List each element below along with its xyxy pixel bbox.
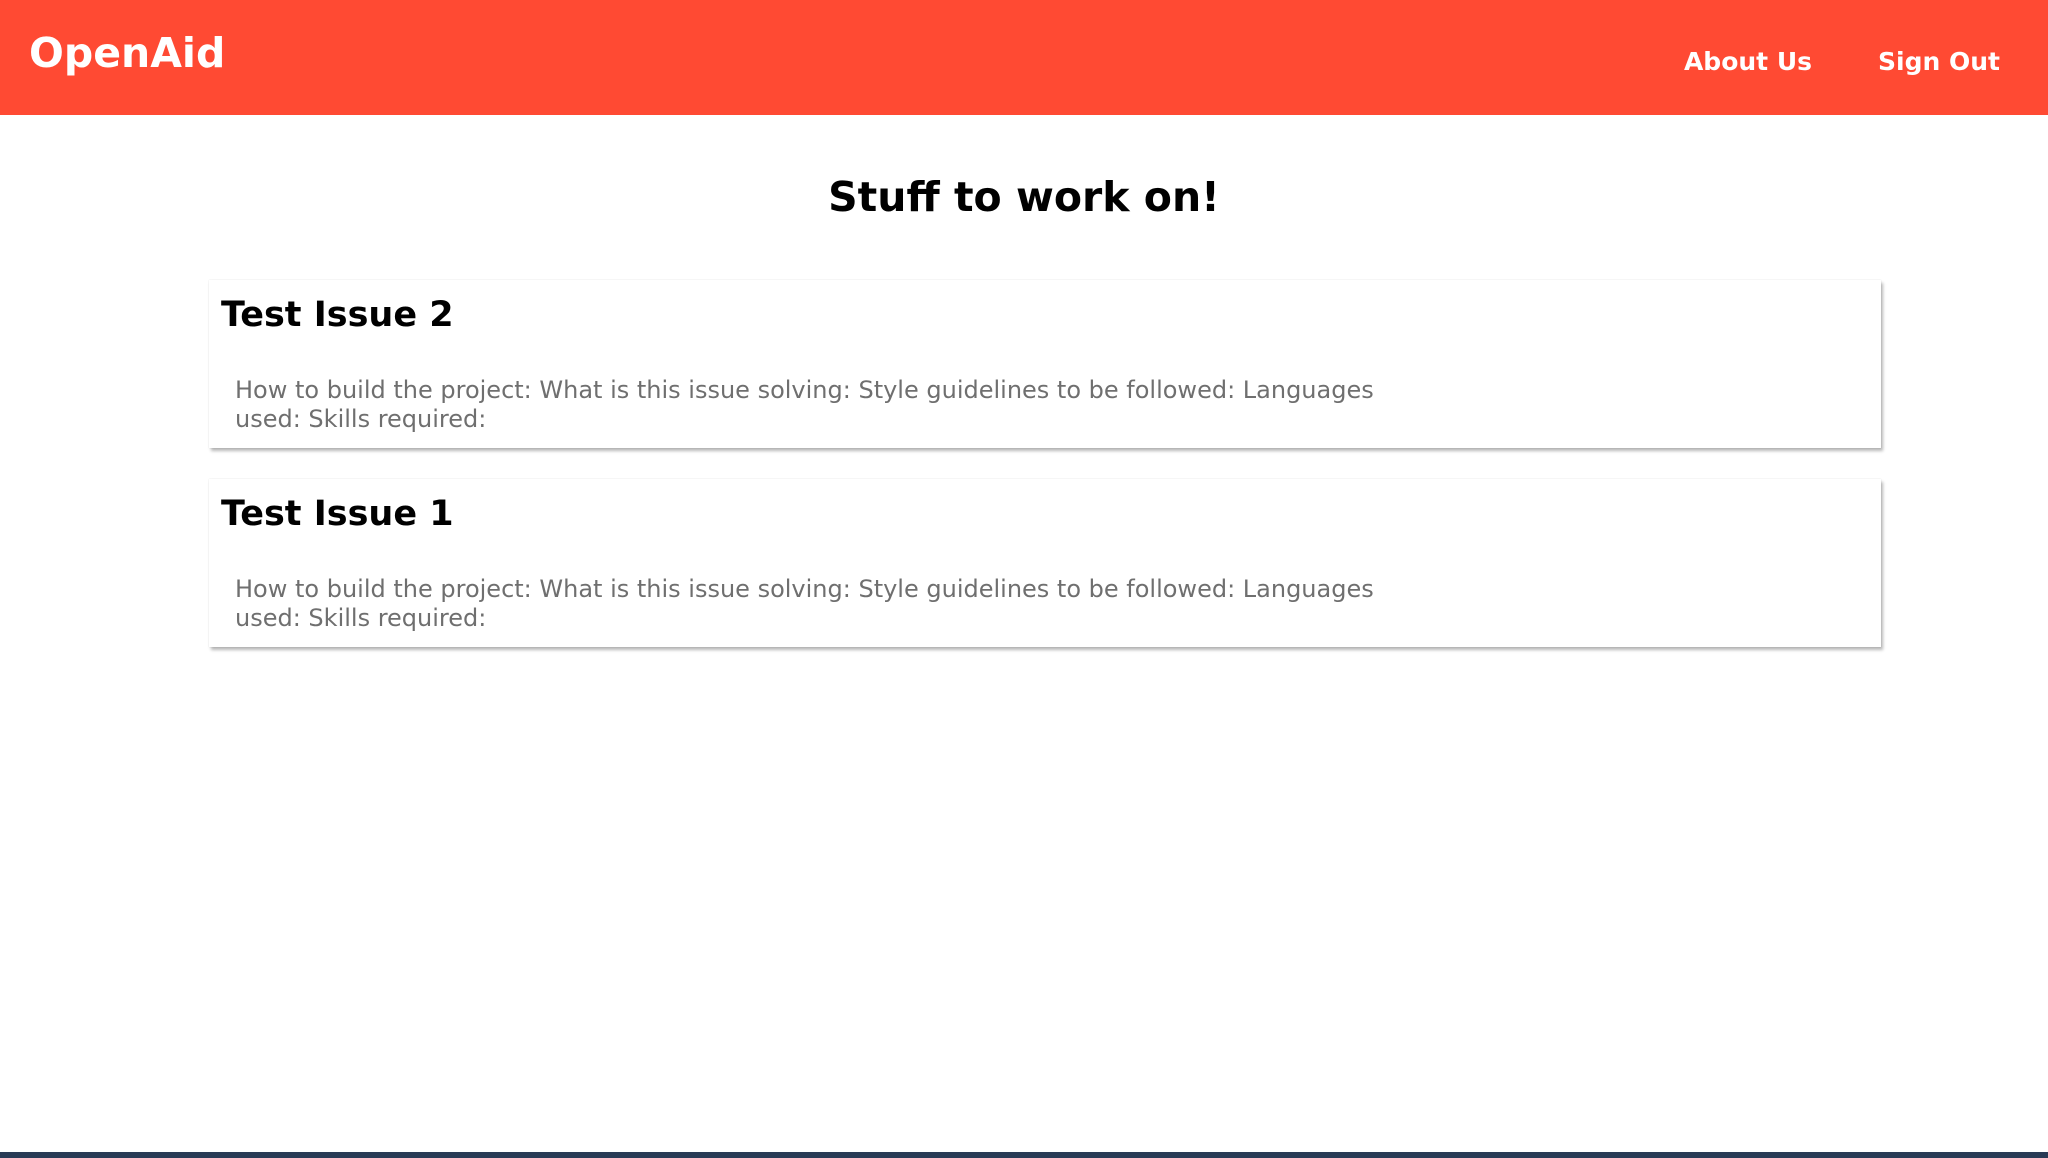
issue-list	[209, 280, 1881, 678]
navbar-links	[1684, 45, 2000, 79]
issue-card[interactable]	[209, 280, 1881, 448]
issue-description: How to build the project: What is this issue solving: Style guidelines to be followed: Languages used: Skills required:	[235, 376, 1374, 433]
issue-title[interactable]: Test Issue 1	[221, 494, 454, 534]
issue-description: How to build the project: What is this issue solving: Style guidelines to be followed: Languages used: Skills required:	[235, 575, 1374, 632]
issue-card[interactable]	[209, 479, 1881, 647]
page-title: Stuff to work on!	[828, 173, 1220, 221]
bottom-window-strip	[0, 1152, 2048, 1158]
brand-logo-link[interactable]: OpenAid	[29, 29, 226, 77]
issue-title[interactable]: Test Issue 2	[221, 295, 454, 335]
top-navbar	[0, 0, 2048, 115]
sign-out-link[interactable]: Sign Out	[1878, 47, 2000, 76]
about-us-link[interactable]: About Us	[1683, 47, 1813, 76]
